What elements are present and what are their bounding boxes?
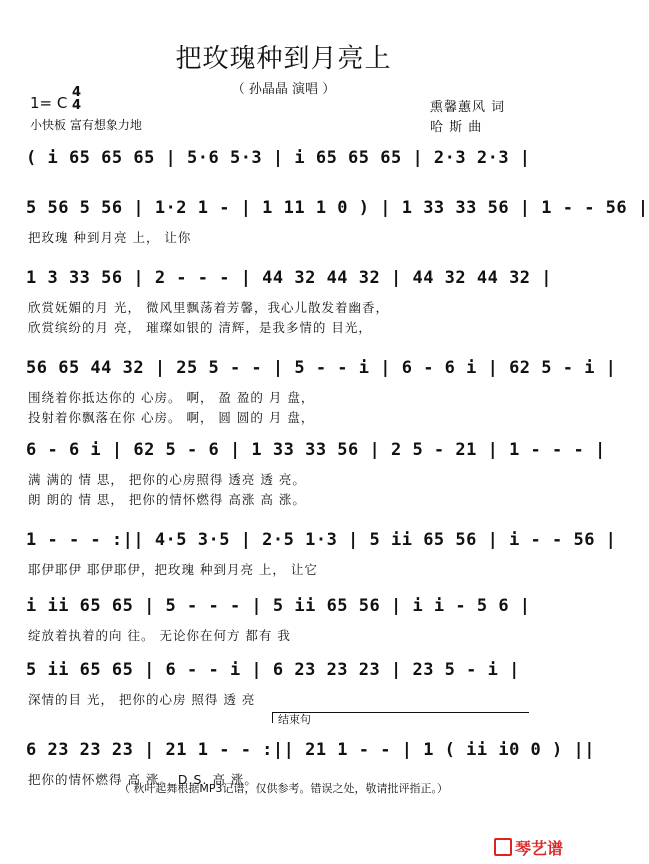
lyric-line: 深情的目 光， 把你的心房 照得 透 亮 <box>28 692 256 707</box>
lyric-line: 把玫瑰 种到月亮 上， 让你 <box>28 230 192 245</box>
lyric-line: 朗 朗的 情 思， 把你的情怀燃得 高涨 高 涨。 <box>28 492 306 507</box>
lyric-line: 欣赏缤纷的月 亮， 璀璨如银的 清辉，是我多情的 目光， <box>28 320 372 335</box>
logo-text: 琴艺谱 <box>515 839 564 858</box>
lyric-line: 围绕着你抵达你的 心房。 啊， 盈 盈的 月 盘， <box>28 390 315 405</box>
logo-icon <box>494 838 512 856</box>
key-signature: 1= C <box>30 94 68 112</box>
lyric-line: 满 满的 情 思， 把你的心房照得 透亮 透 亮。 <box>28 472 306 487</box>
notation-line: i ii 65 65 | 5 - - - | 5 ii 65 56 | i i - 5 6 | <box>26 596 531 616</box>
song-subtitle: （ 孙晶晶 演唱 ） <box>231 82 336 97</box>
notation-line: 5 56 5 56 | 1·2 1 - | 1 11 1 0 ) | 1 33 33 56 | 1 - - 56 | <box>26 198 649 218</box>
notation-line: 56 65 44 32 | 25 5 - - | 5 - - i | 6 - 6 i | 62 5 - i | <box>26 358 617 378</box>
notation-line: 1 - - - :|| 4·5 3·5 | 2·5 1·3 | 5 ii 65 56 | i - - 56 | <box>26 530 617 550</box>
lyric-line: 绽放着执着的向 往。 无论你在何方 都有 我 <box>28 628 291 643</box>
notation-line: 1 3 33 56 | 2 - - - | 44 32 44 32 | 44 32 44 32 | <box>26 268 553 288</box>
lyric-line: 投射着你飘落在你 心房。 啊， 圆 圆的 月 盘， <box>28 410 315 425</box>
notation-line: ( i 65 65 65 | 5·6 5·3 | i 65 65 65 | 2·3 2·3 | <box>26 148 531 168</box>
meter-top: 4 <box>72 85 82 100</box>
notation-line: 5 ii 65 65 | 6 - - i | 6 23 23 23 | 23 5 - i | <box>26 660 520 680</box>
meter-bottom: 4 <box>72 98 82 113</box>
ending-label: 结束句 <box>278 713 311 726</box>
lyric-line: 把你的情怀燃得 高 涨。 D.S. 高 涨。 <box>28 772 258 787</box>
notation-line: 6 - 6 i | 62 5 - 6 | 1 33 33 56 | 2 5 - 21 | 1 - - - | <box>26 440 606 460</box>
footer-note: （ 秋叶起舞根据MP3记谱，仅供参考。错误之处，敬请批评指正。） <box>118 782 449 795</box>
composer-credit: 哈 斯 曲 <box>430 120 483 135</box>
notation-line: 6 23 23 23 | 21 1 - - :|| 21 1 - - | 1 ( ii i0 0 ) || <box>26 740 595 760</box>
lyricist-credit: 熏馨蕙风 词 <box>430 100 506 115</box>
site-logo <box>494 836 563 859</box>
lyric-line: 耶伊耶伊 耶伊耶伊，把玫瑰 种到月亮 上， 让它 <box>28 562 318 577</box>
time-signature <box>72 86 81 112</box>
tempo-marking: 小快板 富有想象力地 <box>30 118 142 132</box>
lyric-line: 欣赏妩媚的月 光， 微风里飘荡着芳馨，我心儿散发着幽香， <box>28 300 389 315</box>
song-title: 把玫瑰种到月亮上 <box>175 44 392 74</box>
